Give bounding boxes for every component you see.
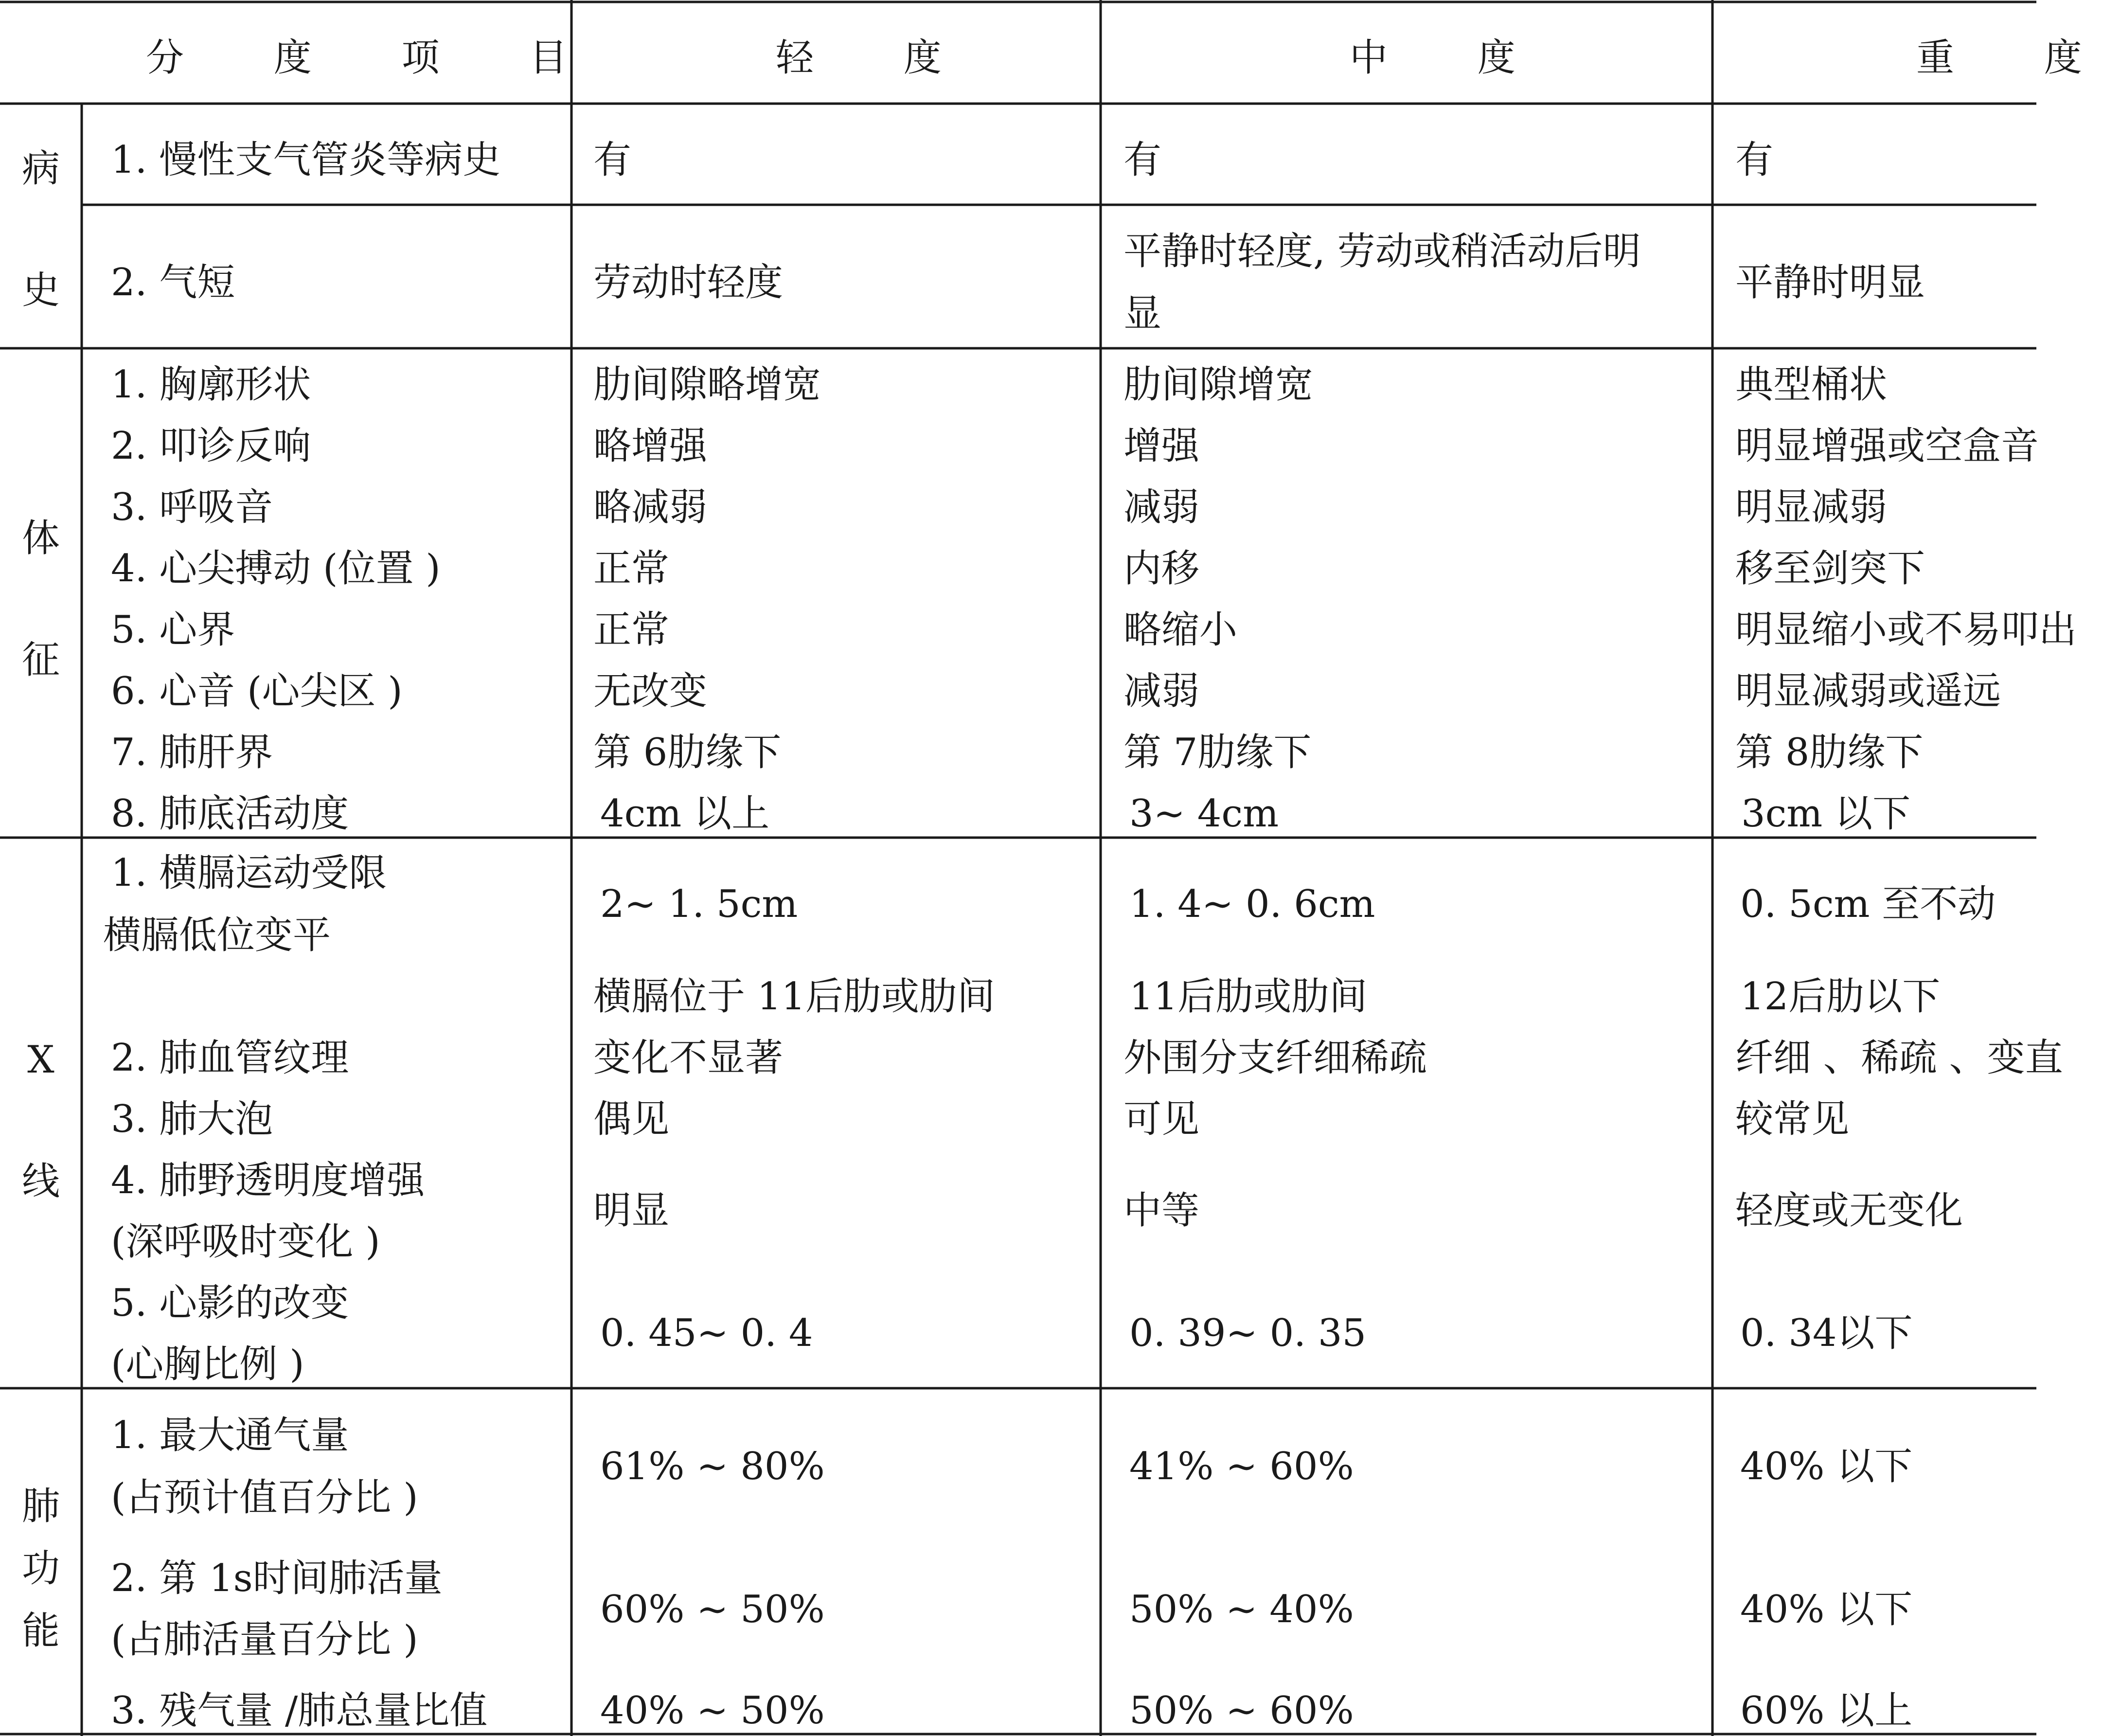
xray-severe: 0. 34以下 (1740, 1311, 1913, 1355)
section-signs-2: 征 (21, 638, 60, 682)
section-lung-3: 能 (21, 1609, 60, 1653)
header-mild: 轻 度 (776, 36, 980, 80)
xray-item: 1. 横膈运动受限 (111, 851, 387, 895)
signs-item: 2. 叩诊反响 (111, 424, 311, 468)
xray-item: 2. 肺血管纹理 (111, 1036, 349, 1080)
xray-item: (心胸比例 ) (111, 1342, 304, 1386)
signs-mild: 第 6肋缘下 (593, 731, 782, 774)
signs-severe: 第 8肋缘下 (1735, 731, 1924, 774)
xray-severe: 纤细 、稀疏 、变直 (1735, 1036, 2063, 1080)
xray-moderate: 11后肋或肋间 (1129, 975, 1368, 1019)
lung-mild: 40% ~ 50% (600, 1689, 825, 1733)
signs-moderate: 减弱 (1123, 669, 1200, 713)
signs-moderate: 内移 (1123, 547, 1200, 591)
lung-item: 2. 第 1s时间肺活量 (111, 1557, 443, 1600)
section-xray-1: X (27, 1038, 54, 1082)
lung-severe: 40% 以下 (1740, 1588, 1913, 1631)
signs-mild: 略增强 (593, 424, 708, 468)
signs-moderate: 第 7肋缘下 (1123, 731, 1312, 774)
signs-severe: 3cm 以下 (1741, 792, 1911, 836)
signs-severe: 明显减弱 (1735, 485, 1888, 529)
history-severe: 有 (1735, 138, 1774, 182)
signs-mild: 4cm 以上 (600, 792, 770, 836)
xray-item: 3. 肺大泡 (111, 1097, 273, 1141)
signs-item: 6. 心音 (心尖区 ) (111, 669, 403, 713)
section-lung-1: 肺 (21, 1485, 60, 1528)
xray-mild: 偶见 (593, 1097, 670, 1141)
section-xray-2: 线 (21, 1160, 60, 1203)
history-mild: 劳动时轻度 (593, 261, 784, 304)
xray-severe: 较常见 (1735, 1097, 1850, 1141)
signs-item: 8. 肺底活动度 (111, 792, 349, 836)
lung-item: 3. 残气量 /肺总量比值 (111, 1689, 488, 1733)
signs-mild: 正常 (593, 608, 670, 652)
signs-severe: 明显缩小或不易叩出 (1735, 608, 2077, 652)
lung-moderate: 50% ~ 40% (1129, 1588, 1354, 1631)
signs-moderate: 增强 (1123, 424, 1200, 468)
signs-item: 7. 肺肝界 (111, 731, 273, 774)
signs-severe: 典型桶状 (1735, 363, 1888, 407)
lung-moderate: 41% ~ 60% (1129, 1445, 1354, 1488)
history-item: 1. 慢性支气管炎等病史 (111, 138, 501, 182)
xray-severe: 轻度或无变化 (1735, 1189, 1963, 1233)
xray-item: 4. 肺野透明度增强 (111, 1159, 425, 1202)
history-moderate: 有 (1123, 138, 1162, 182)
signs-severe: 移至剑突下 (1735, 547, 1925, 591)
history-moderate: 显 (1123, 292, 1162, 336)
signs-severe: 明显减弱或遥远 (1735, 669, 2001, 713)
signs-moderate: 略缩小 (1123, 608, 1238, 652)
xray-severe: 0. 5cm 至不动 (1740, 882, 1996, 926)
section-history-1: 病 (21, 147, 60, 191)
signs-moderate: 3~ 4cm (1129, 792, 1279, 836)
section-history-2: 史 (21, 268, 60, 312)
lung-item: (占肺活量百分比 ) (111, 1618, 418, 1662)
history-item: 2. 气短 (111, 261, 235, 304)
xray-item: 横膈低位变平 (103, 913, 331, 957)
signs-mild: 无改变 (593, 669, 708, 713)
signs-item: 4. 心尖搏动 (位置 ) (111, 547, 441, 591)
signs-moderate: 肋间隙增宽 (1123, 363, 1314, 407)
xray-mild: 2~ 1. 5cm (600, 882, 798, 926)
lung-mild: 60% ~ 50% (600, 1588, 825, 1631)
xray-moderate: 中等 (1123, 1189, 1200, 1233)
xray-moderate: 0. 39~ 0. 35 (1129, 1311, 1367, 1355)
signs-item: 1. 胸廓形状 (111, 363, 311, 407)
lung-moderate: 50% ~ 60% (1129, 1689, 1354, 1733)
xray-item: 5. 心影的改变 (111, 1281, 349, 1325)
xray-mild: 横膈位于 11后肋或肋间 (593, 975, 996, 1019)
lung-mild: 61% ~ 80% (600, 1445, 825, 1488)
history-mild: 有 (593, 138, 632, 182)
section-lung-2: 功 (21, 1547, 60, 1591)
signs-item: 3. 呼吸音 (111, 485, 273, 529)
lung-severe: 40% 以下 (1740, 1445, 1913, 1488)
section-signs-1: 体 (21, 517, 60, 560)
signs-severe: 明显增强或空盒音 (1735, 424, 2039, 468)
xray-moderate: 可见 (1123, 1097, 1200, 1141)
signs-mild: 略减弱 (593, 485, 708, 529)
history-severe: 平静时明显 (1735, 261, 1925, 304)
xray-mild: 变化不显著 (593, 1036, 784, 1080)
signs-moderate: 减弱 (1123, 485, 1200, 529)
lung-item: 1. 最大通气量 (111, 1414, 349, 1457)
signs-mild: 正常 (593, 547, 670, 591)
xray-item: (深呼吸时变化 ) (111, 1220, 380, 1264)
signs-item: 5. 心界 (111, 608, 235, 652)
lung-item: (占预计值百分比 ) (111, 1476, 418, 1520)
history-moderate: 平静时轻度, 劳动或稍活动后明 (1123, 230, 1641, 273)
xray-mild: 明显 (593, 1189, 670, 1233)
xray-severe: 12后肋以下 (1740, 975, 1941, 1019)
xray-moderate: 外围分支纤细稀疏 (1123, 1036, 1427, 1080)
header-moderate: 中 度 (1350, 36, 1554, 80)
signs-mild: 肋间隙略增宽 (593, 363, 821, 407)
header-item: 分 度 项 目 (146, 36, 606, 80)
xray-moderate: 1. 4~ 0. 6cm (1129, 882, 1375, 926)
header-severe: 重 度 (1916, 36, 2121, 80)
lung-severe: 60% 以上 (1740, 1689, 1913, 1733)
xray-mild: 0. 45~ 0. 4 (600, 1311, 813, 1355)
